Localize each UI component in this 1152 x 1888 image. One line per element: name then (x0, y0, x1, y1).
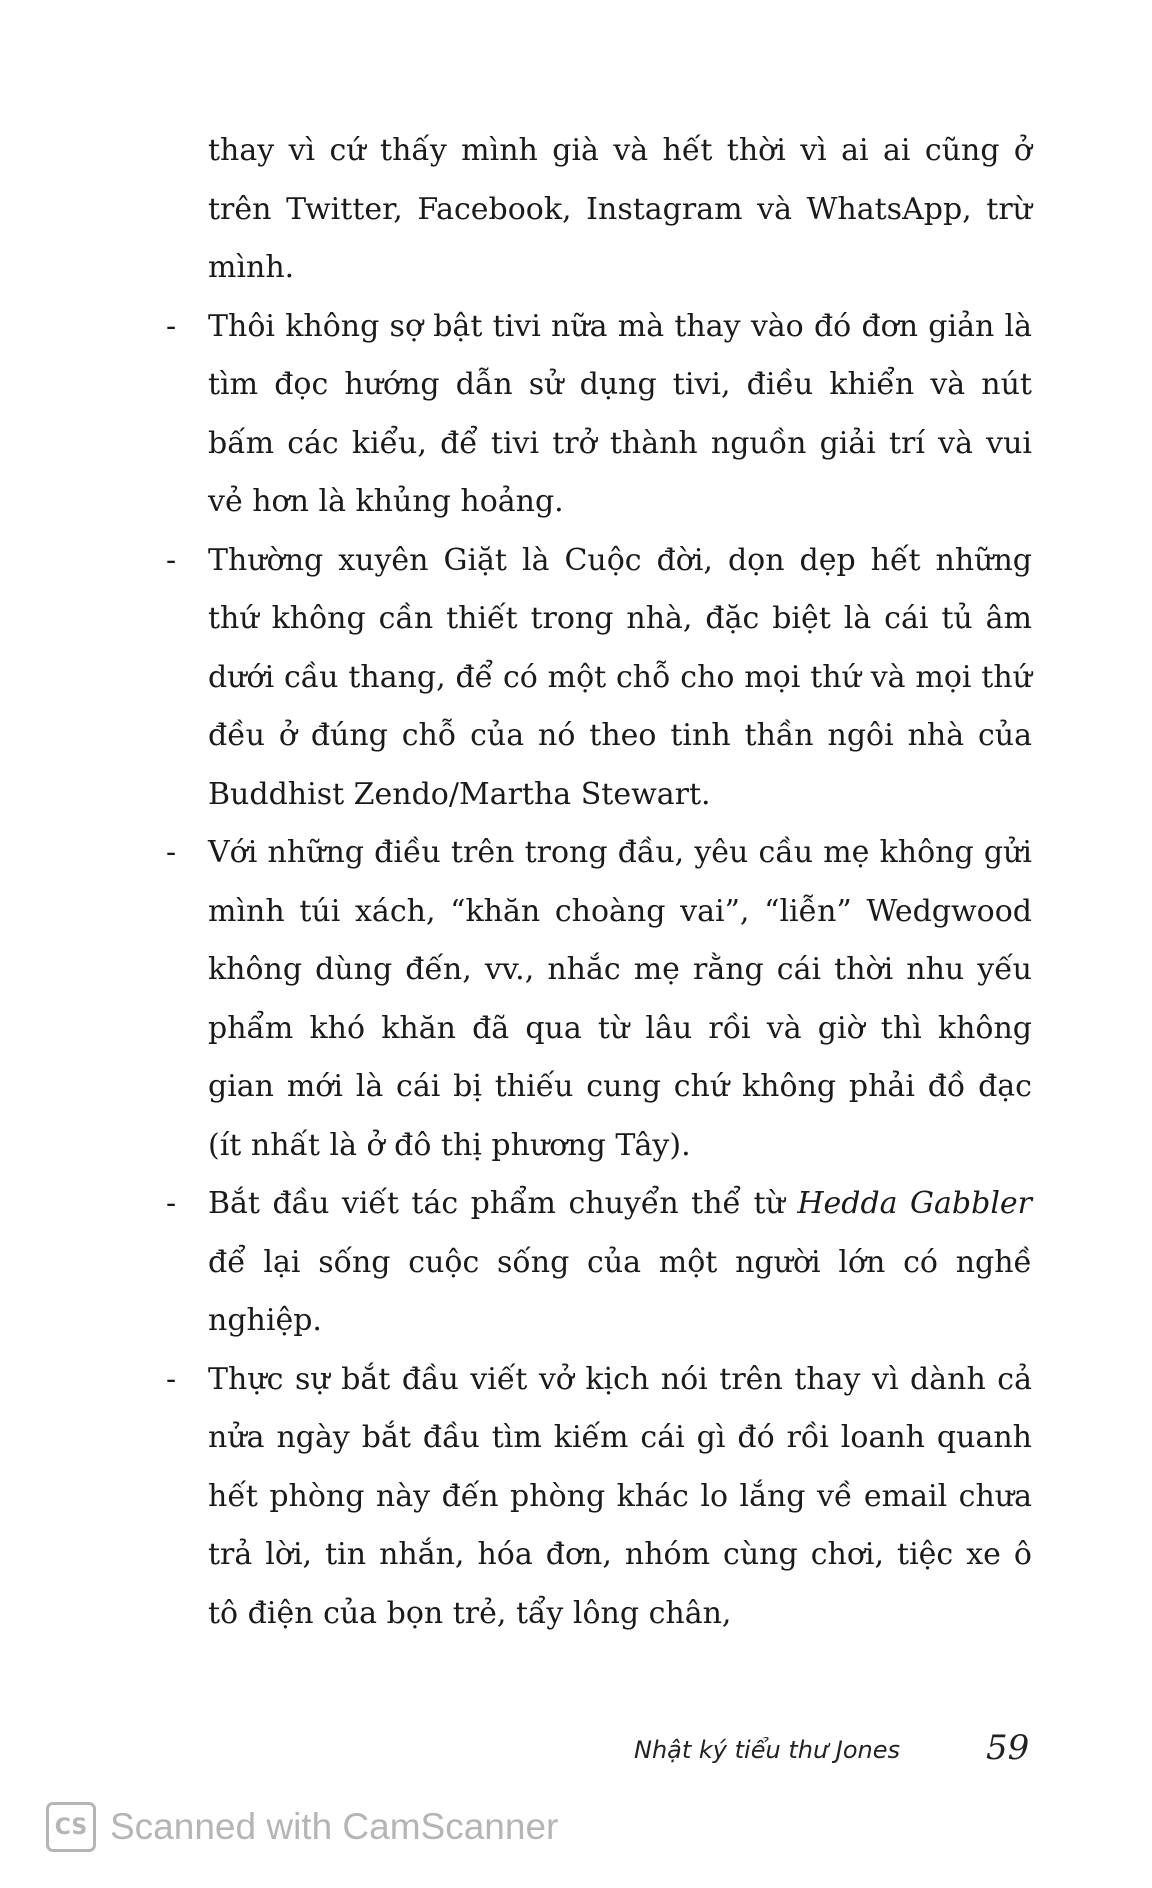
book-title-italic: Hedda Gabbler (797, 1186, 1033, 1221)
body-text (166, 122, 1032, 1643)
camscanner-watermark (46, 1802, 558, 1852)
running-footer-title: Nhật ký tiểu thư Jones (634, 1736, 901, 1764)
list-item (166, 1351, 1032, 1644)
list-item-text-end: để lại sống cuộc sống của một người lớn có nghề nghiệp. (208, 1244, 1032, 1338)
list-item-text: Thường xuyên Giặt là Cuộc đời, dọn dẹp hết những thứ không cần thiết trong nhà, đặc biệt là cái tủ âm dưới cầu thang, để có một chỗ cho mọi thứ và mọi thứ đều ở đúng chỗ của nó theo tinh thần ngôi nhà của Buddhist Zendo/Martha Stewart. (208, 542, 1032, 812)
paragraph-text: thay vì cứ thấy mình già và hết thời vì ai ai cũng ở trên Twitter, Facebook, Instagram và WhatsApp, trừ mình. (208, 133, 1032, 285)
camscanner-logo-icon: CS (46, 1802, 96, 1852)
watermark-text: Scanned with CamScanner (110, 1806, 559, 1847)
paragraph-continuation (166, 122, 1032, 298)
page-number: 59 (986, 1728, 1030, 1768)
list-item-text: Thực sự bắt đầu viết vở kịch nói trên thay vì dành cả nửa ngày bắt đầu tìm kiếm cái gì đó rồi loanh quanh hết phòng này đến phòng khác lo lắng về email chưa trả lời, tin nhắn, hóa đơn, nhóm cùng chơi, tiệc xe ô tô điện của bọn trẻ, tẩy lông chân, (208, 1361, 1032, 1631)
list-item-text: Thôi không sợ bật tivi nữa mà thay vào đó đơn giản là tìm đọc hướng dẫn sử dụng tivi, điều khiển và nút bấm các kiểu, để tivi trở thành nguồn giải trí và vui vẻ hơn là khủng hoảng. (208, 308, 1032, 519)
list-item-text-start: Bắt đầu viết tác phẩm chuyển thể từ (208, 1186, 785, 1221)
list-item-text: Với những điều trên trong đầu, yêu cầu mẹ không gửi mình túi xách, “khăn choàng vai”, “liễn” Wedgwood không dùng đến, vv., nhắc mẹ rằng cái thời nhu yếu phẩm khó khăn đã qua từ lâu rồi và giờ thì không gian mới là cái bị thiếu cung chứ không phải đồ đạc (ít nhất là ở đô thị phương Tây). (208, 835, 1032, 1163)
list-item (166, 532, 1032, 825)
list-item (166, 824, 1032, 1175)
list-item (166, 1175, 1032, 1351)
list-item (166, 298, 1032, 532)
